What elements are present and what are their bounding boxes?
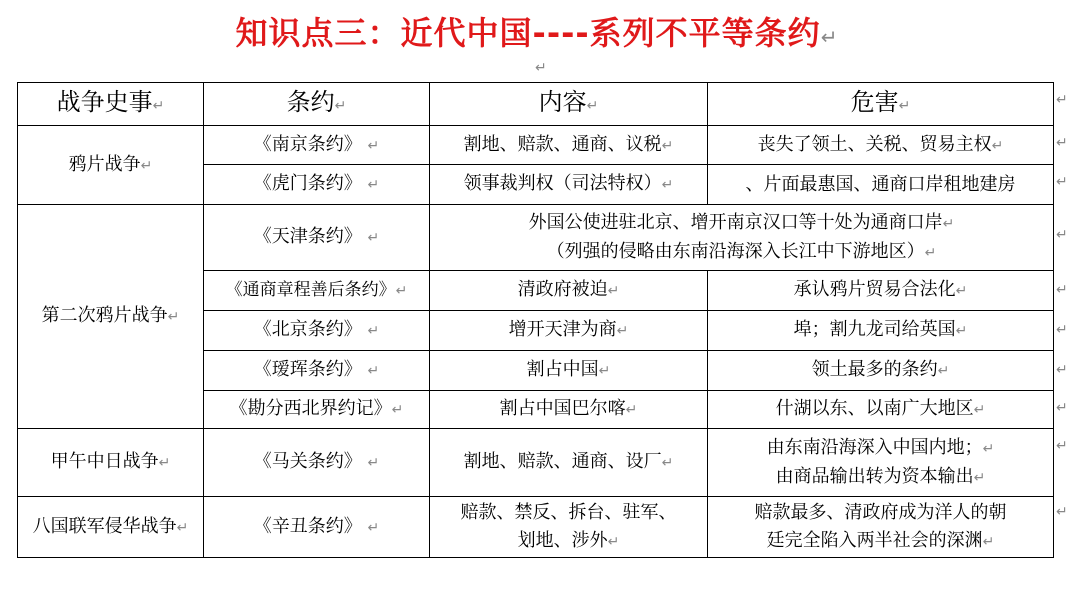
paragraph-mark-icon: ↵ — [1056, 135, 1068, 151]
harm-cell: 赔款最多、清政府成为洋人的朝 廷完全陷入两半社会的深渊↵ — [708, 497, 1054, 558]
treaty-cell: 《勘分西北界约记》↵ — [204, 391, 430, 429]
treaty-cell: 《天津条约》 ↵ — [204, 205, 430, 271]
table-row — [18, 429, 1054, 497]
table-row — [18, 126, 1054, 165]
header-treaty: 条约↵ — [204, 83, 430, 126]
war-cell: 第二次鸦片战争↵ — [18, 205, 204, 429]
treaty-cell: 《北京条约》 ↵ — [204, 311, 430, 351]
harm-cell: 由东南沿海深入中国内地；↵ 由商品输出转为资本输出↵ — [708, 429, 1054, 497]
treaty-table — [17, 82, 1054, 558]
paragraph-mark-icon: ↵ — [1056, 322, 1068, 338]
paragraph-mark-icon: ↵ — [1056, 282, 1068, 298]
war-cell: 八国联军侵华战争↵ — [18, 497, 204, 558]
header-harm: 危害↵ — [708, 83, 1054, 126]
paragraph-mark-icon: ↵ — [1056, 227, 1068, 243]
paragraph-mark-icon: ↵ — [820, 25, 839, 49]
treaty-cell: 《辛丑条约》 ↵ — [204, 497, 430, 558]
war-cell: 甲午中日战争↵ — [18, 429, 204, 497]
content-cell: 赔款、禁反、拆台、驻军、 划地、涉外↵ — [430, 497, 708, 558]
treaty-cell: 《通商章程善后条约》↵ — [204, 271, 430, 311]
paragraph-mark-icon: ↵ — [1056, 92, 1068, 108]
harm-cell: 丧失了领土、关税、贸易主权↵ — [708, 126, 1054, 165]
treaty-cell: 《南京条约》 ↵ — [204, 126, 430, 165]
paragraph-mark-icon: ↵ — [1056, 400, 1068, 416]
merged-content-harm-cell: 外国公使进驻北京、增开南京汉口等十处为通商口岸↵ （列强的侵略由东南沿海深入长江中下游地区）↵ — [430, 205, 1054, 271]
header-content: 内容↵ — [430, 83, 708, 126]
content-cell: 割占中国↵ — [430, 351, 708, 391]
treaty-cell: 《虎门条约》 ↵ — [204, 165, 430, 205]
paragraph-mark-icon: ↵ — [1056, 362, 1068, 378]
content-cell: 清政府被迫↵ — [430, 271, 708, 311]
content-cell: 割占中国巴尔喀↵ — [430, 391, 708, 429]
harm-cell: 承认鸦片贸易合法化↵ — [708, 271, 1054, 311]
paragraph-mark-icon: ↵ — [1056, 174, 1068, 190]
content-cell: 增开天津为商↵ — [430, 311, 708, 351]
page-title — [0, 8, 1074, 54]
content-cell: 割地、赔款、通商、议税↵ — [430, 126, 708, 165]
harm-cell: 领土最多的条约↵ — [708, 351, 1054, 391]
table-row — [18, 205, 1054, 271]
content-cell: 割地、赔款、通商、设厂↵ — [430, 429, 708, 497]
war-cell: 鸦片战争↵ — [18, 126, 204, 205]
header-row — [18, 83, 1054, 126]
harm-cell: 埠；割九龙司给英国↵ — [708, 311, 1054, 351]
title-text: 知识点三：近代中国----系列不平等条约 — [235, 14, 821, 52]
table-row — [18, 497, 1054, 558]
header-war: 战争史事↵ — [18, 83, 204, 126]
treaty-cell: 《瑷珲条约》 ↵ — [204, 351, 430, 391]
harm-cell: 、片面最惠国、通商口岸租地建房 — [708, 165, 1054, 205]
harm-cell: 什湖以东、以南广大地区↵ — [708, 391, 1054, 429]
content-cell: 领事裁判权（司法特权）↵ — [430, 165, 708, 205]
treaty-cell: 《马关条约》 ↵ — [204, 429, 430, 497]
paragraph-mark-icon: ↵ — [535, 60, 547, 76]
paragraph-mark-icon: ↵ — [1056, 438, 1068, 454]
paragraph-mark-icon: ↵ — [1056, 504, 1068, 520]
